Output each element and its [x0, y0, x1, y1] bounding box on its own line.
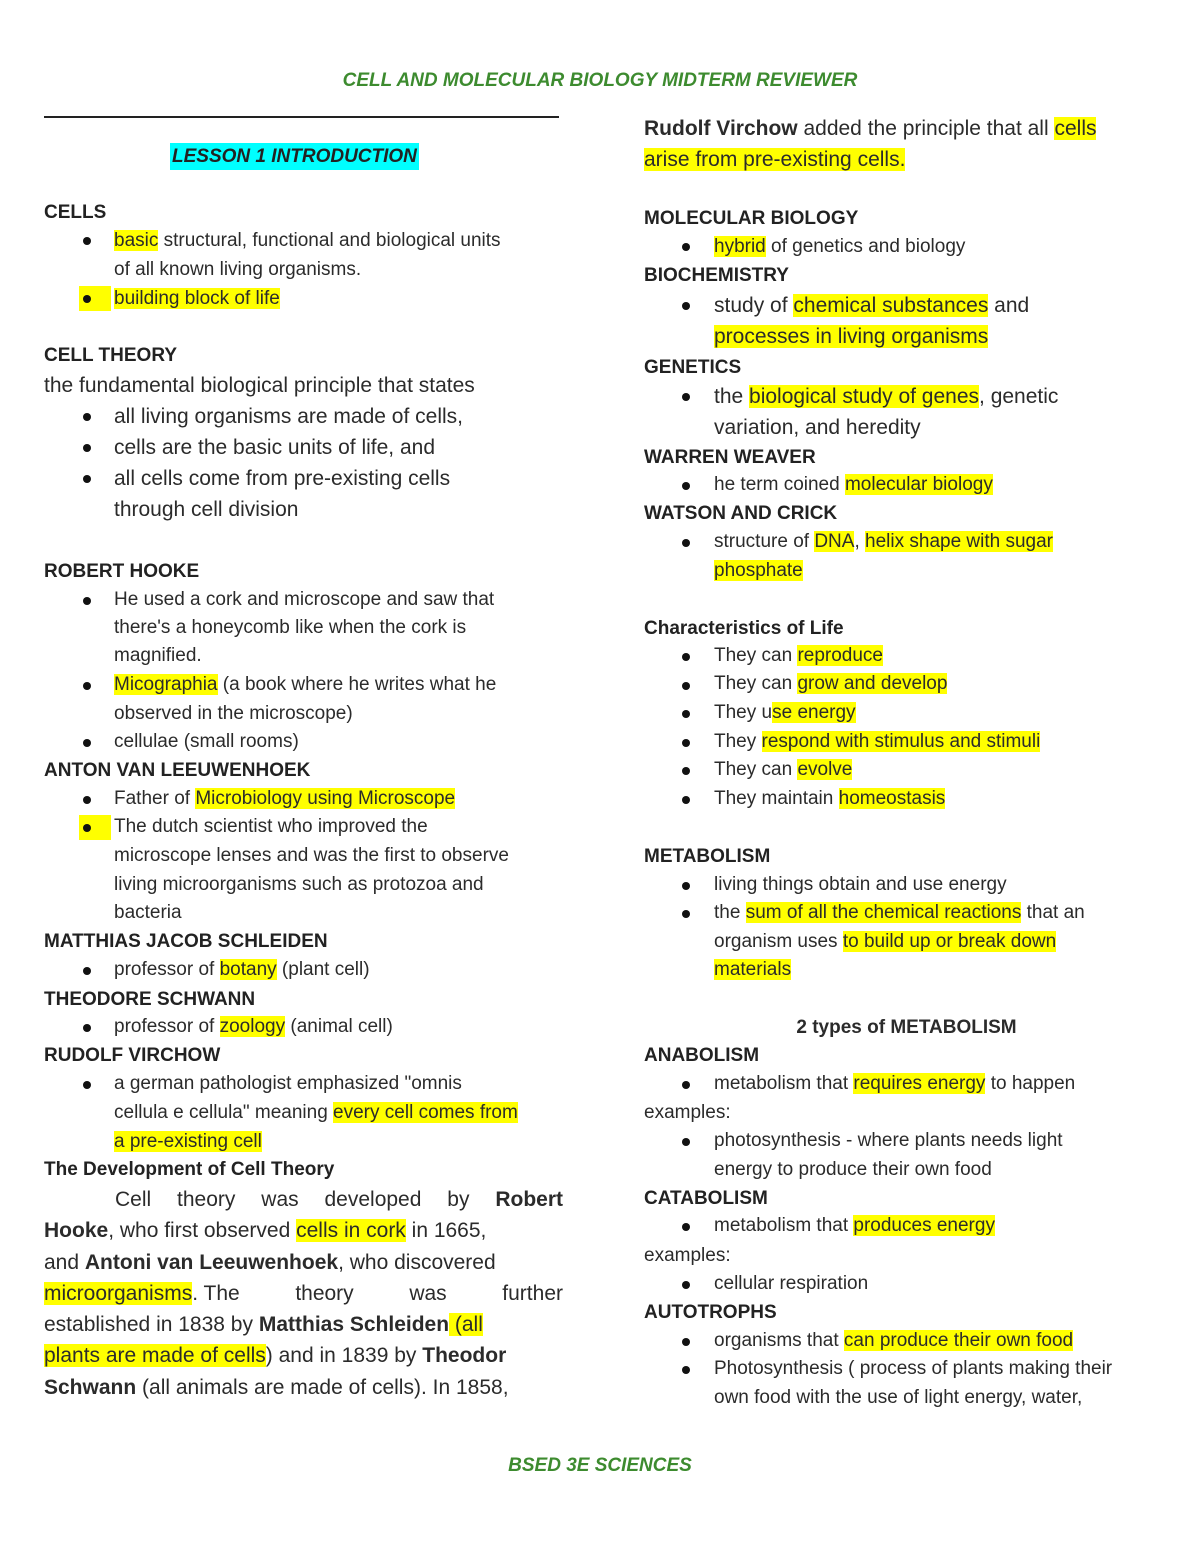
bullet-icon — [83, 413, 91, 421]
lesson-title: LESSON 1 INTRODUCTION — [170, 143, 419, 170]
life-item: They can reproduce — [714, 645, 883, 666]
horizontal-rule — [44, 116, 559, 118]
life-item: They can grow and develop — [714, 673, 948, 694]
cells-item-1-cont: of all known living organisms. — [114, 259, 362, 280]
cell-theory-item-3-cont: through cell division — [114, 498, 299, 521]
schleiden-item-1: professor of botany (plant cell) — [114, 959, 370, 980]
types-heading: 2 types of METABOLISM — [796, 1017, 1017, 1038]
page-footer: BSED 3E SCIENCES — [508, 1455, 692, 1476]
autotrophs-item-2: Photosynthesis ( process of plants making their — [714, 1358, 1113, 1379]
life-heading: Characteristics of Life — [644, 618, 844, 639]
bullet-icon — [682, 302, 690, 310]
virchow-principle: Rudolf Virchow added the principle that all cells — [644, 117, 1097, 140]
development-heading: The Development of Cell Theory — [44, 1159, 335, 1180]
bullet-icon — [682, 653, 690, 661]
bullet-icon — [682, 739, 690, 747]
metabolism-item-2-cont: materials — [714, 959, 792, 980]
bullet-icon — [682, 482, 690, 490]
bullet-icon — [682, 243, 690, 251]
hooke-item-1-cont: magnified. — [114, 645, 202, 666]
cells-heading: CELLS — [44, 202, 107, 223]
cells-item-2: building block of life — [114, 288, 280, 309]
life-item: They maintain homeostasis — [714, 788, 946, 809]
leeuwenhoek-item-2-cont: bacteria — [114, 902, 182, 923]
anabolism-heading: ANABOLISM — [644, 1045, 760, 1066]
hooke-item-3: cellulae (small rooms) — [114, 731, 299, 752]
bullet-icon — [682, 1366, 690, 1374]
hooke-item-1-cont: there's a honeycomb like when the cork is — [114, 617, 467, 638]
cell-theory-heading: CELL THEORY — [44, 345, 178, 366]
cell-theory-item-1: all living organisms are made of cells, — [114, 405, 463, 428]
bullet-icon — [83, 824, 91, 832]
leeuwenhoek-heading: ANTON VAN LEEUWENHOEK — [44, 760, 311, 781]
bullet-icon — [83, 682, 91, 690]
autotrophs-item-1: organisms that can produce their own food — [714, 1330, 1074, 1351]
virchow-item-1-cont: cellula e cellula" meaning every cell comes from — [114, 1102, 518, 1123]
schwann-heading: THEODORE SCHWANN — [44, 989, 256, 1010]
anabolism-item-1: metabolism that requires energy to happen — [714, 1073, 1076, 1094]
hooke-item-1: He used a cork and microscope and saw that — [114, 589, 495, 610]
bullet-icon — [682, 682, 690, 690]
bullet-icon — [83, 444, 91, 452]
genetics-item-1: the biological study of genes, genetic — [714, 385, 1059, 408]
bullet-icon — [682, 1223, 690, 1231]
cell-theory-item-2: cells are the basic units of life, and — [114, 436, 436, 459]
bullet-icon — [83, 967, 91, 975]
watson-item-1: structure of DNA, helix shape with sugar — [714, 531, 1054, 552]
molbio-item-1: hybrid of genetics and biology — [714, 236, 966, 257]
weaver-item-1: he term coined molecular biology — [714, 474, 993, 495]
bullet-icon — [682, 1138, 690, 1146]
watson-item-1-cont: phosphate — [714, 560, 803, 581]
metabolism-item-2: the sum of all the chemical reactions that an — [714, 902, 1085, 923]
genetics-heading: GENETICS — [644, 357, 742, 378]
anabolism-examples: examples: — [644, 1102, 731, 1123]
biochem-item-1-cont: processes in living organisms — [714, 325, 989, 348]
bullet-icon — [83, 237, 91, 245]
virchow-heading: RUDOLF VIRCHOW — [44, 1045, 221, 1066]
virchow-item-1: a german pathologist emphasized "omnis — [114, 1073, 462, 1094]
catabolism-heading: CATABOLISM — [644, 1188, 768, 1209]
page-header: CELL AND MOLECULAR BIOLOGY MIDTERM REVIEWER — [342, 70, 858, 91]
genetics-item-1-cont: variation, and heredity — [714, 416, 921, 439]
autotrophs-item-2-cont: own food with the use of light energy, water, — [714, 1387, 1083, 1408]
anabolism-example-1-cont: energy to produce their own food — [714, 1159, 992, 1180]
autotrophs-heading: AUTOTROPHS — [644, 1302, 777, 1323]
anabolism-example-1: photosynthesis - where plants needs light — [714, 1130, 1063, 1151]
schleiden-heading: MATTHIAS JACOB SCHLEIDEN — [44, 931, 328, 952]
bullet-icon — [682, 1081, 690, 1089]
metabolism-item-1: living things obtain and use energy — [714, 874, 1007, 895]
biochem-item-1: study of chemical substances and — [714, 294, 1030, 317]
bullet-icon — [682, 882, 690, 890]
watson-heading: WATSON AND CRICK — [644, 503, 838, 524]
cell-theory-item-3: all cells come from pre-existing cells — [114, 467, 451, 490]
bullet-icon — [83, 1081, 91, 1089]
catabolism-item-1: metabolism that produces energy — [714, 1215, 995, 1236]
weaver-heading: WARREN WEAVER — [644, 447, 816, 468]
metabolism-heading: METABOLISM — [644, 846, 771, 867]
cell-theory-intro: the fundamental biological principle that states — [44, 374, 475, 397]
catabolism-examples: examples: — [644, 1245, 731, 1266]
biochem-heading: BIOCHEMISTRY — [644, 265, 789, 286]
development-paragraph: Cell theory was developed by Robert Hooke, who first observed cells in cork in 1665, and Antoni van Leeuwenhoek, who discovered microorganisms. The theory was further established in 1838 by Matthias Schleiden (all plants are made of cells) and in 1839 by Theodor Schwann (all animals are made of cells). In 1858, — [44, 1188, 563, 1399]
bullet-icon — [682, 710, 690, 718]
bullet-icon — [83, 597, 91, 605]
leeuwenhoek-item-2-cont: microscope lenses and was the first to observe — [114, 845, 509, 866]
catabolism-example-1: cellular respiration — [714, 1273, 869, 1294]
schwann-item-1: professor of zoology (animal cell) — [114, 1016, 393, 1037]
life-item: They use energy — [714, 702, 856, 723]
bullet-icon — [83, 295, 91, 303]
leeuwenhoek-item-1: Father of Microbiology using Microscope — [114, 788, 456, 809]
metabolism-item-2-cont: organism uses to build up or break down — [714, 931, 1057, 952]
bullet-icon — [682, 539, 690, 547]
leeuwenhoek-item-2: The dutch scientist who improved the — [114, 816, 428, 837]
bullet-icon — [83, 739, 91, 747]
bullet-icon — [83, 796, 91, 804]
life-item: They can evolve — [714, 759, 853, 780]
hooke-heading: ROBERT HOOKE — [44, 561, 200, 582]
bullet-icon — [83, 475, 91, 483]
bullet-icon — [682, 910, 690, 918]
bullet-icon — [682, 767, 690, 775]
molbio-heading: MOLECULAR BIOLOGY — [644, 208, 859, 229]
bullet-icon — [682, 796, 690, 804]
bullet-icon — [682, 393, 690, 401]
cells-item-1: basic structural, functional and biological units — [114, 230, 501, 251]
leeuwenhoek-item-2-cont: living microorganisms such as protozoa and — [114, 874, 484, 895]
virchow-principle-cont: arise from pre-existing cells. — [644, 148, 906, 171]
life-item: They respond with stimulus and stimuli — [714, 731, 1041, 752]
bullet-icon — [682, 1281, 690, 1289]
hooke-item-2-cont: observed in the microscope) — [114, 703, 353, 724]
bullet-icon — [682, 1338, 690, 1346]
hooke-item-2: Micographia (a book where he writes what he — [114, 674, 497, 695]
bullet-icon — [83, 1024, 91, 1032]
virchow-item-1-cont: a pre-existing cell — [114, 1131, 262, 1152]
